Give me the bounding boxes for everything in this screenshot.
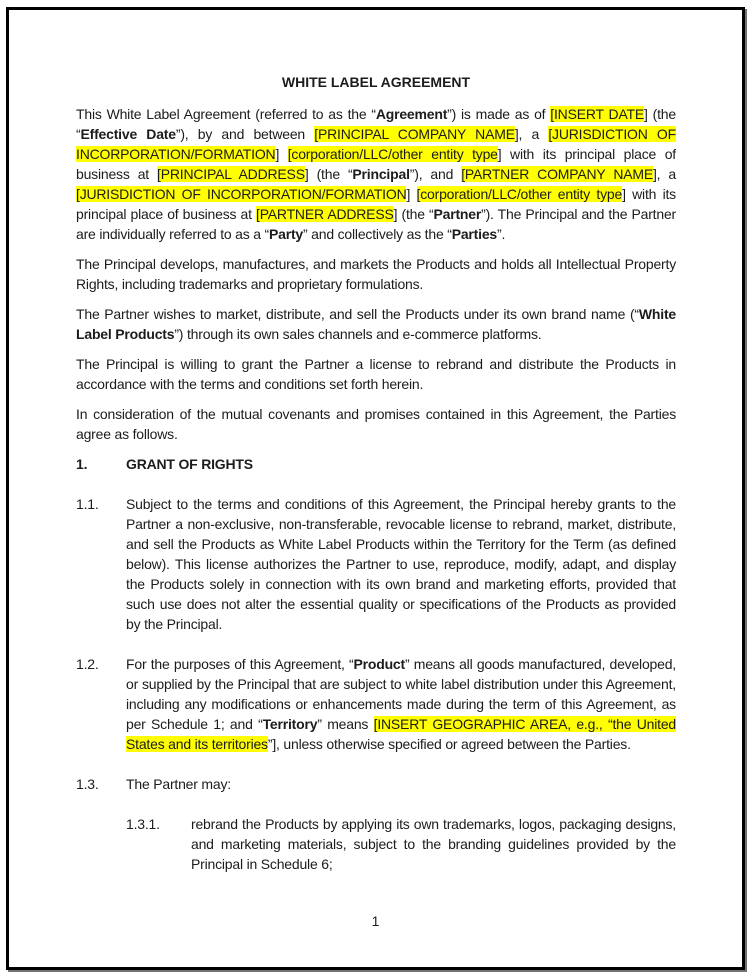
clause-text: [126, 494, 676, 634]
text-run: The Partner may:: [126, 776, 231, 792]
paragraph: [76, 254, 676, 294]
placeholder-highlight: [PARTNER ADDRESS: [256, 206, 394, 222]
text-run: ], a: [514, 126, 549, 142]
text-run: Party: [269, 226, 304, 242]
text-run: Product: [353, 656, 405, 672]
placeholder-highlight: [PRINCIPAL COMPANY NAME: [314, 126, 515, 142]
clause-number: 1.3.: [76, 776, 99, 792]
placeholder-highlight: [PARTNER COMPANY NAME: [461, 166, 653, 182]
text-run: The Principal develops, manufactures, and markets the Products and holds all Intellectual Property Rights, including trademarks and proprietary formulations.: [76, 256, 676, 292]
paragraph: [76, 404, 676, 444]
text-run: This White Label Agreement (referred to as the “: [76, 106, 376, 122]
numbered-clause: [126, 814, 676, 874]
page-sheet: [6, 7, 745, 970]
placeholder-highlight: [PRINCIPAL ADDRESS: [157, 166, 305, 182]
text-run: ”) through its own sales channels and e-commerce platforms.: [174, 326, 542, 342]
text-run: The Partner wishes to market, distribute, and sell the Products under its own brand name (“: [76, 306, 639, 322]
text-run: ]: [275, 146, 288, 162]
clause-number: 1.2.: [76, 656, 99, 672]
text-run: ]: [406, 186, 417, 202]
text-run: ] with its principal place of business at: [76, 146, 676, 182]
placeholder-highlight: [JURISDICTION OF INCORPORATION/FORMATION: [76, 126, 676, 162]
placeholder-highlight: [INSERT GEOGRAPHIC AREA, e.g., “the United States and its territories: [126, 716, 676, 752]
text-run: Subject to the terms and conditions of this Agreement, the Principal hereby grants to the Partner a non-exclusive, non-transferable, revocable license to rebrand, market, distribute, and sell the Products as White Label Products within the Territory for the Term (as defined below). This license authorizes the Partner to use, reproduce, modify, adapt, and display the Products solely in connection with its own brand and marketing efforts, provided that such use does not alter the essential quality or specifications of the Products as provided by the Principal.: [126, 496, 676, 632]
document-content: [9, 10, 742, 874]
document-title: WHITE LABEL AGREEMENT: [281, 74, 471, 90]
text-run: ], a: [652, 166, 676, 182]
text-run: ” means: [317, 716, 374, 732]
paragraph: [76, 354, 676, 394]
text-run: ] (the “: [76, 106, 676, 142]
paragraph: [76, 104, 676, 244]
text-run: The Principal is willing to grant the Partner a license to rebrand and distribute the Products in accordance with the terms and conditions set forth herein.: [76, 356, 676, 392]
clause-number: 1.: [76, 456, 88, 472]
text-run: ”), and: [409, 166, 462, 182]
clause-number: 1.3.1.: [126, 816, 160, 832]
text-run: In consideration of the mutual covenants and promises contained in this Agreement, the Parties agree as follows.: [76, 406, 676, 442]
text-run: Parties: [451, 226, 497, 242]
section-heading: [76, 454, 676, 474]
clause-text: [126, 654, 676, 754]
text-run: GRANT OF RIGHTS: [126, 456, 253, 472]
text-run: ”.: [497, 226, 506, 242]
clause-text: [126, 774, 676, 794]
placeholder-highlight: [corporation/LLC/other entity type: [416, 186, 623, 202]
numbered-clause: [76, 494, 676, 634]
text-run: ] (the “: [393, 206, 434, 222]
clause-number: 1.1.: [76, 496, 99, 512]
text-run: rebrand the Products by applying its own trademarks, logos, packaging designs, and marketing materials, subject to the branding guidelines provided by the Principal in Schedule 6;: [191, 816, 676, 872]
text-run: Principal: [352, 166, 410, 182]
clause-text: [126, 454, 676, 474]
text-run: ”). The Principal and the Partner are individually referred to as a “: [76, 206, 676, 242]
paragraph: [76, 304, 676, 344]
placeholder-highlight: [INSERT DATE: [550, 106, 645, 122]
text-run: For the purposes of this Agreement, “: [126, 656, 354, 672]
text-run: ” and collectively as the “: [303, 226, 452, 242]
text-run: Effective Date: [80, 126, 176, 142]
placeholder-highlight: [JURISDICTION OF INCORPORATION/FORMATION: [76, 186, 407, 202]
numbered-clause: [76, 654, 676, 754]
text-run: ] with its principal place of business at: [76, 186, 676, 222]
placeholder-highlight: [corporation/LLC/other entity type: [287, 146, 498, 162]
text-run: ”], unless otherwise specified or agreed between the Parties.: [267, 736, 631, 752]
text-run: Partner: [433, 206, 482, 222]
page-number: 1: [371, 913, 380, 929]
numbered-clause: [76, 774, 676, 794]
document-body: [76, 104, 676, 874]
text-run: ”), by and between: [175, 126, 315, 142]
text-run: Territory: [262, 716, 318, 732]
text-run: Agreement: [375, 106, 448, 122]
text-run: ” means all goods manufactured, developed, or supplied by the Principal that are subject to white label distribution under this Agreement, including any modifications or enhancements made during the term of this Agreement, as per Schedule 1; and “: [126, 656, 676, 732]
clause-text: [191, 814, 676, 874]
text-run: ] (the “: [304, 166, 353, 182]
text-run: ”) is made as of: [447, 106, 551, 122]
text-run: White Label Products: [76, 306, 676, 342]
